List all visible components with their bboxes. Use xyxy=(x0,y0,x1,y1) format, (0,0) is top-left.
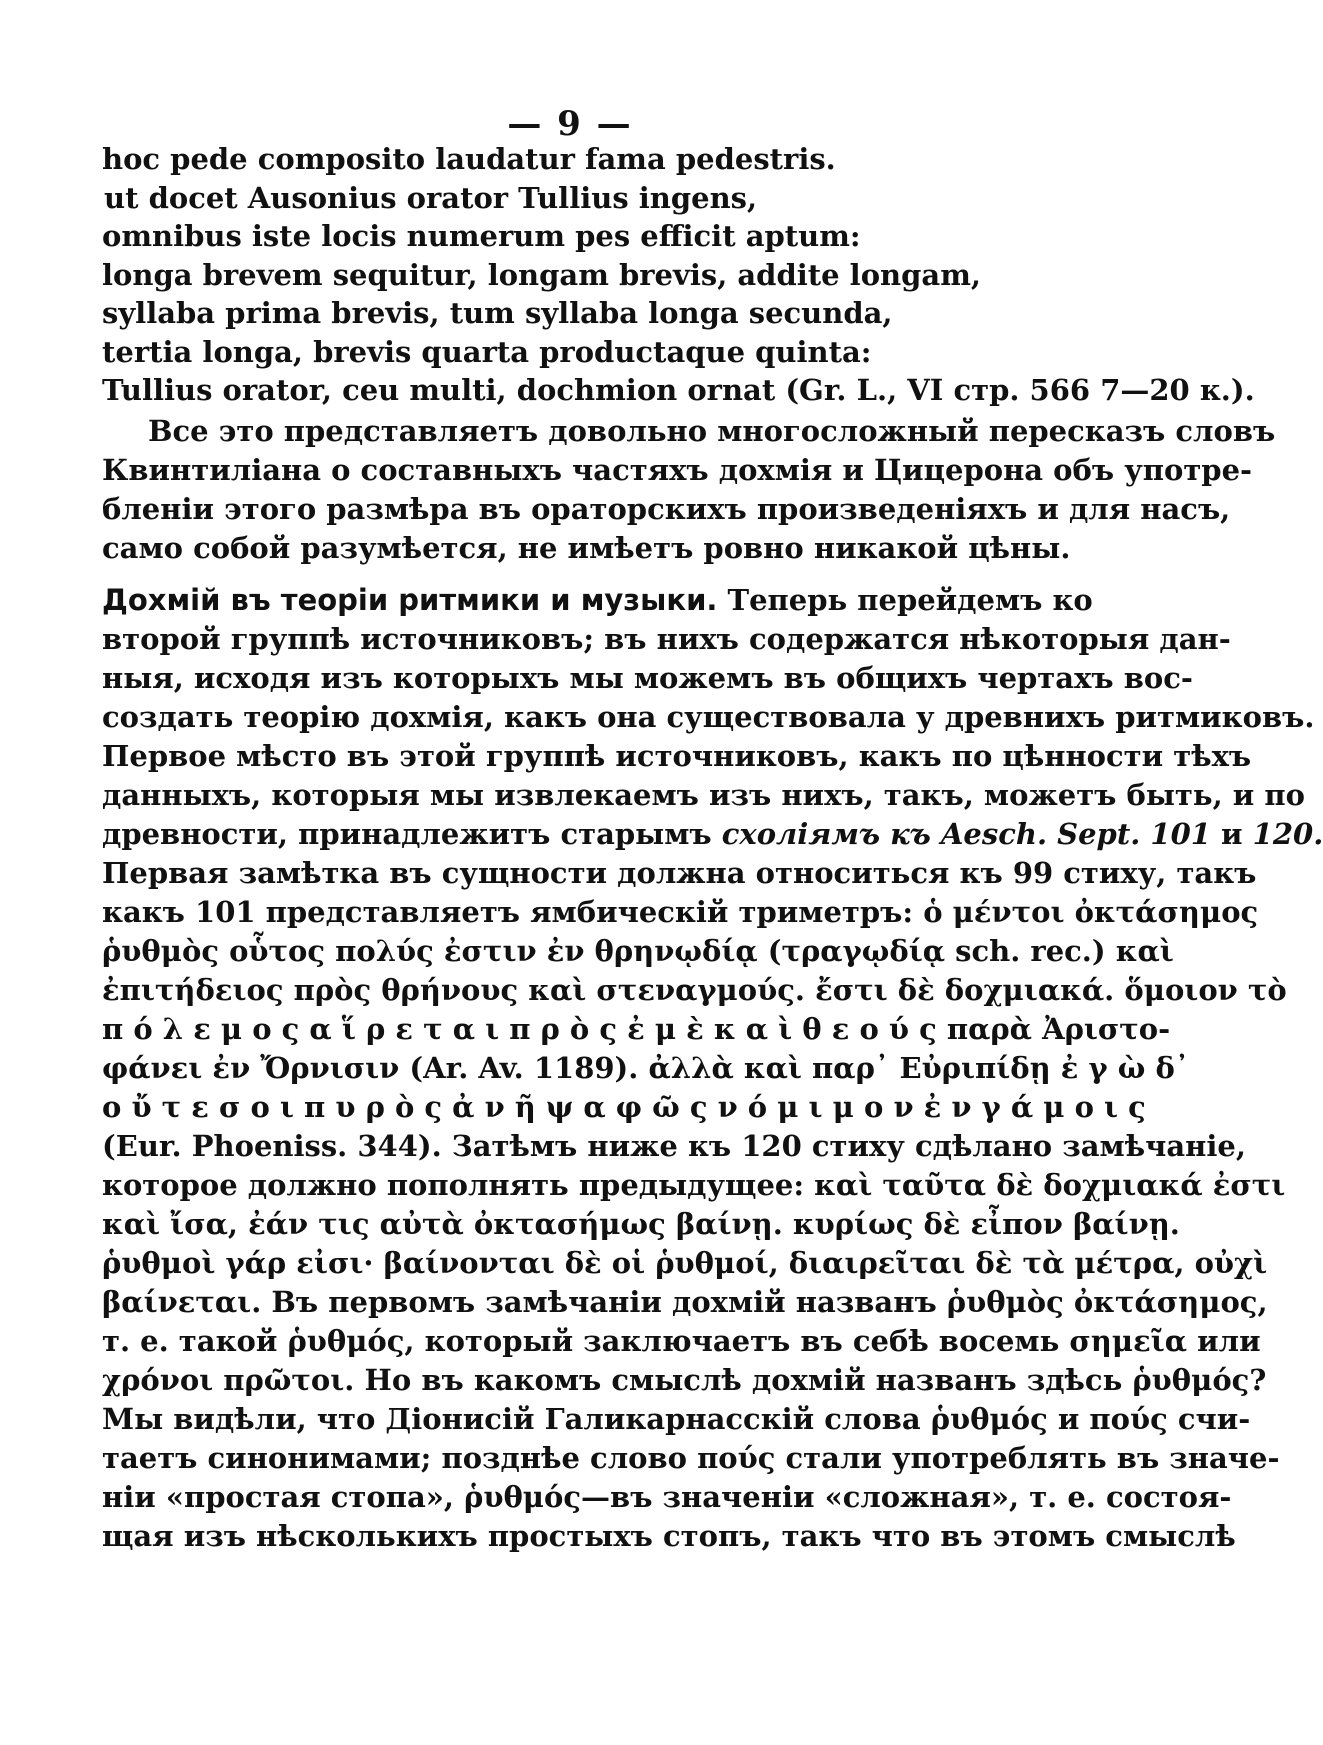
verse-line: Tullius orator, ceu multi, dochmion ornat (Gr. L., VI стр. 566 7—20 к.). xyxy=(102,373,1255,407)
paragraph-line: π ό λ ε μ ο ς α ἵ ρ ε τ α ι π ρ ὸ ς ἐ μ ὲ κ α ὶ θ ε ο ύ ς παρὰ Ἀριστο- xyxy=(102,1012,1171,1046)
paragraph-line: бленіи этого размѣра въ ораторскихъ произведеніяхъ и для насъ, xyxy=(102,492,1231,526)
paragraph-line: данныхъ, которыя мы извлекаемъ изъ нихъ, такъ, можетъ быть, и по xyxy=(102,778,1305,812)
heading-continuation: Теперь перейдемъ ко xyxy=(717,583,1093,617)
paragraph-line: ныя, исходя изъ которыхъ мы можемъ въ общихъ чертахъ вос- xyxy=(102,661,1193,695)
paragraph-line: ἐπιτήδειος πρὸς θρήνους καὶ στεναγμούς. ἔστι δὲ δοχμιακά. ὅμοιον τὸ xyxy=(102,973,1287,1007)
paragraph-line xyxy=(102,581,1093,620)
paragraph-line: которое должно пополнять предыдущее: καὶ ταῦτα δὲ δοχμιακά ἐστι xyxy=(102,1168,1286,1202)
latin-verse-quote xyxy=(102,140,1255,410)
paragraph-line: (Eur. Phoeniss. 344). Затѣмъ ниже къ 120 стиху сдѣлано замѣчаніе, xyxy=(102,1129,1246,1163)
line-text: и xyxy=(1210,817,1253,851)
paragraph-line: т. е. такой ῥυθμός, который заключаетъ въ себѣ восемь σημεῖα или xyxy=(102,1324,1261,1358)
paragraph-line: ο ὔ τ ε σ ο ι π υ ρ ὸ ς ἀ ν ῆ ψ α φ ῶ ς ν ό μ ι μ ο ν ἐ ν γ ά μ ο ι ς xyxy=(102,1090,1146,1124)
section-heading: Дохмій въ теоріи ритмики и музыки. xyxy=(102,583,718,617)
paragraph-line: щая изъ нѣсколькихъ простыхъ стопъ, такъ что въ этомъ смыслѣ xyxy=(102,1519,1236,1553)
paragraph-commentary xyxy=(102,412,1276,568)
paragraph-line: создать теорію дохмія, какъ она существовала у древнихъ ритмиковъ. xyxy=(102,700,1315,734)
paragraph-line: χρόνοι πρῶτοι. Но въ какомъ смыслѣ дохмій названъ здѣсь ῥυθμός? xyxy=(102,1363,1267,1397)
paragraph-dochmius-theory xyxy=(102,581,1323,1556)
paragraph-line: Мы видѣли, что Діонисій Галикарнасскій слова ῥυθμός и πούς счи- xyxy=(102,1402,1251,1436)
verse-line: longa brevem sequitur, longam brevis, addite longam, xyxy=(102,257,981,292)
paragraph-line: какъ 101 представляетъ ямбическій триметръ: ὁ μέντοι ὀκτάσημος xyxy=(102,895,1259,929)
verse-line: omnibus iste locis numerum pes efficit aptum: xyxy=(102,219,861,253)
citation-scholia: схоліямъ къ Aesch. Sept. 101 xyxy=(721,817,1211,851)
verse-line: ut docet Ausonius orator Tullius ingens, xyxy=(104,180,758,215)
paragraph-line: ніи «простая стопа», ῥυθμός—въ значеніи «сложная», т. е. состоя- xyxy=(102,1480,1232,1514)
paragraph-line xyxy=(102,815,1323,854)
paragraph-line: Первое мѣсто въ этой группѣ источниковъ, какъ по цѣнности тѣхъ xyxy=(102,739,1252,773)
verse-line: tertia longa, brevis quarta productaque quinta: xyxy=(102,334,872,369)
verse-line: hoc pede composito laudatur fama pedestris. xyxy=(102,142,836,176)
line-text: древности, принадлежитъ старымъ xyxy=(102,817,722,851)
page-number: — 9 — xyxy=(507,104,633,144)
paragraph-line: καὶ ἴσα, ἐάν τις αὐτὰ ὀκτασήμως βαίνῃ. κυρίως δὲ εἶπον βαίνῃ. xyxy=(102,1207,1180,1241)
paragraph-line: βαίνεται. Въ первомъ замѣчаніи дохмій названъ ῥυθμὸς ὀκτάσημος, xyxy=(102,1285,1268,1319)
paragraph-line: Все это представляетъ довольно многосложный пересказъ словъ xyxy=(148,414,1276,448)
paragraph-line: ῥυθμοὶ γάρ εἰσι· βαίνονται δὲ οἱ ῥυθμοί, διαιρεῖται δὲ τὰ μέτρα, οὐχὶ xyxy=(102,1246,1268,1280)
paragraph-line: Первая замѣтка въ сущности должна относиться къ 99 стиху, такъ xyxy=(102,856,1257,890)
paragraph-line: φάνει ἐν Ὄρνισιν (Ar. Av. 1189). ἀλλὰ καὶ παρ᾽ Εὐριπίδῃ ἐ γ ὼ δ᾽ xyxy=(102,1051,1190,1085)
paragraph-line: ῥυθμὸς οὗτος πολύς ἐστιν ἐν θρηνῳδίᾳ (τραγῳδίᾳ sch. rec.) καὶ xyxy=(102,934,1174,968)
paragraph-line: второй группѣ источниковъ; въ нихъ содержатся нѣкоторыя дан- xyxy=(102,622,1231,656)
paragraph-line: само собой разумѣется, не имѣетъ ровно никакой цѣны. xyxy=(102,531,1071,565)
paragraph-line: Квинтиліана о составныхъ частяхъ дохмія и Цицерона объ употре- xyxy=(102,453,1253,487)
verse-line: syllaba prima brevis, tum syllaba longa secunda, xyxy=(102,296,893,330)
citation-verse-number: 120. xyxy=(1252,817,1323,851)
paragraph-line: таетъ синонимами; позднѣе слово πούς стали употреблять въ значе- xyxy=(102,1441,1280,1475)
